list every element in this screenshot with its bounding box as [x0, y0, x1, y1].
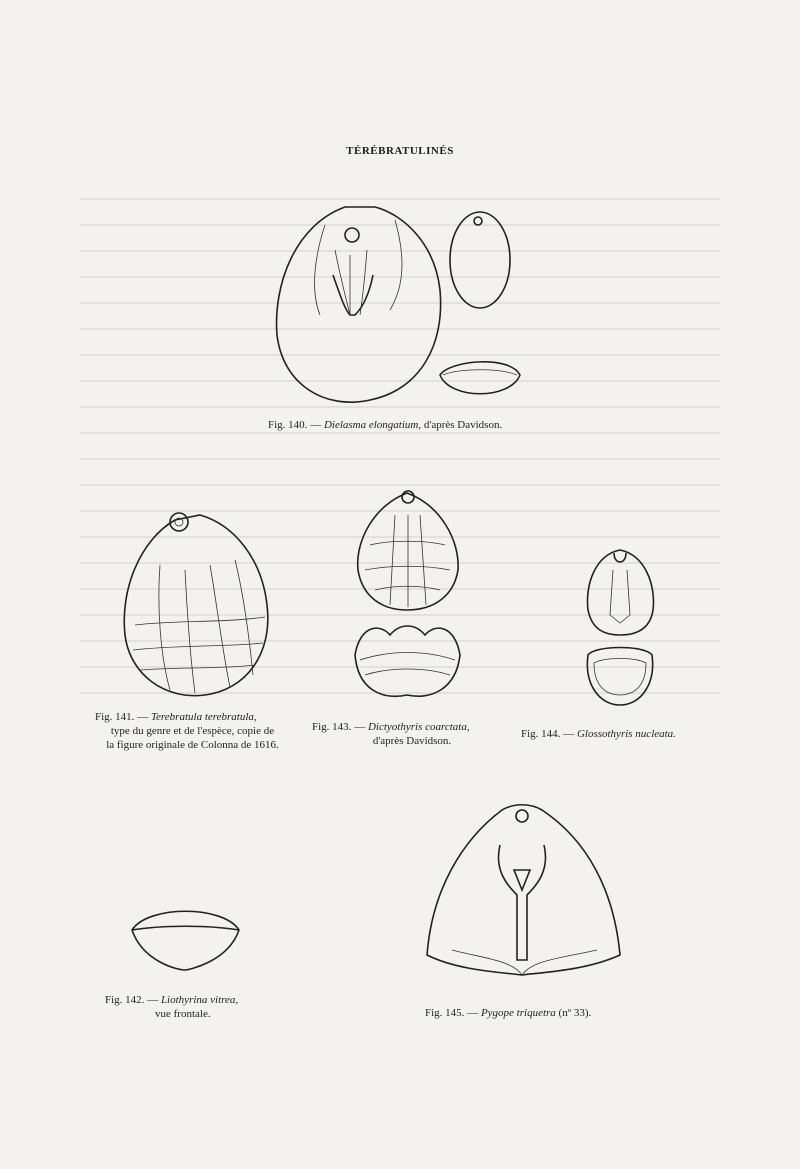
fig-142-drawing: [128, 900, 243, 980]
fig-number: Fig. 140.: [268, 419, 308, 431]
caption-line-1: [95, 710, 290, 724]
caption-fig-142: [105, 993, 275, 1021]
caption-note: d'après Davidson.: [421, 419, 503, 431]
caption-dash: —: [563, 728, 575, 740]
fig-141-drawing: [115, 505, 280, 705]
fig-number: Fig. 141.: [95, 711, 135, 723]
taxon-name: Pygope triquetra: [480, 1007, 556, 1019]
caption-fig-140: [268, 418, 502, 432]
taxon-name: Dictyothyris coarctata,: [367, 721, 470, 733]
taxon-name: Glossothyris nucleata.: [576, 728, 676, 740]
caption-line-1: [105, 993, 275, 1007]
fig-number: Fig. 144.: [521, 728, 561, 740]
caption-note: (nº 33).: [555, 1007, 592, 1019]
caption-dash: —: [310, 419, 322, 431]
fig-140-drawing: [255, 195, 555, 420]
caption-dash: —: [147, 994, 159, 1006]
caption-dash: —: [137, 711, 149, 723]
caption-line-3: la figure originale de Colonna de 1616.: [106, 739, 279, 751]
caption-line-1: [312, 720, 512, 734]
taxon-name: Liothyrina vitrea,: [160, 994, 239, 1006]
taxon-name: Terebratula terebratula,: [150, 711, 257, 723]
caption-fig-145: [425, 1006, 591, 1020]
caption-dash: —: [354, 721, 366, 733]
page-header: TÉRÉBRATULINÉS: [346, 145, 454, 157]
fig-number: Fig. 142.: [105, 994, 145, 1006]
fig-number: Fig. 143.: [312, 721, 352, 733]
caption-line-2: vue frontale.: [155, 1008, 211, 1020]
fig-144-drawing: [580, 545, 660, 715]
caption-line-2: d'après Davidson.: [372, 735, 452, 747]
fig-143-drawing: [350, 485, 465, 715]
caption-dash: —: [467, 1007, 479, 1019]
caption-fig-144: [521, 727, 676, 741]
caption-line-2: type du genre et de l'espèce, copie de: [110, 725, 275, 737]
fig-145-drawing: [422, 800, 627, 985]
caption-fig-143: [312, 720, 512, 748]
taxon-name: Dielasma elongatium,: [323, 419, 422, 431]
fig-number: Fig. 145.: [425, 1007, 465, 1019]
caption-fig-141: [95, 710, 290, 752]
